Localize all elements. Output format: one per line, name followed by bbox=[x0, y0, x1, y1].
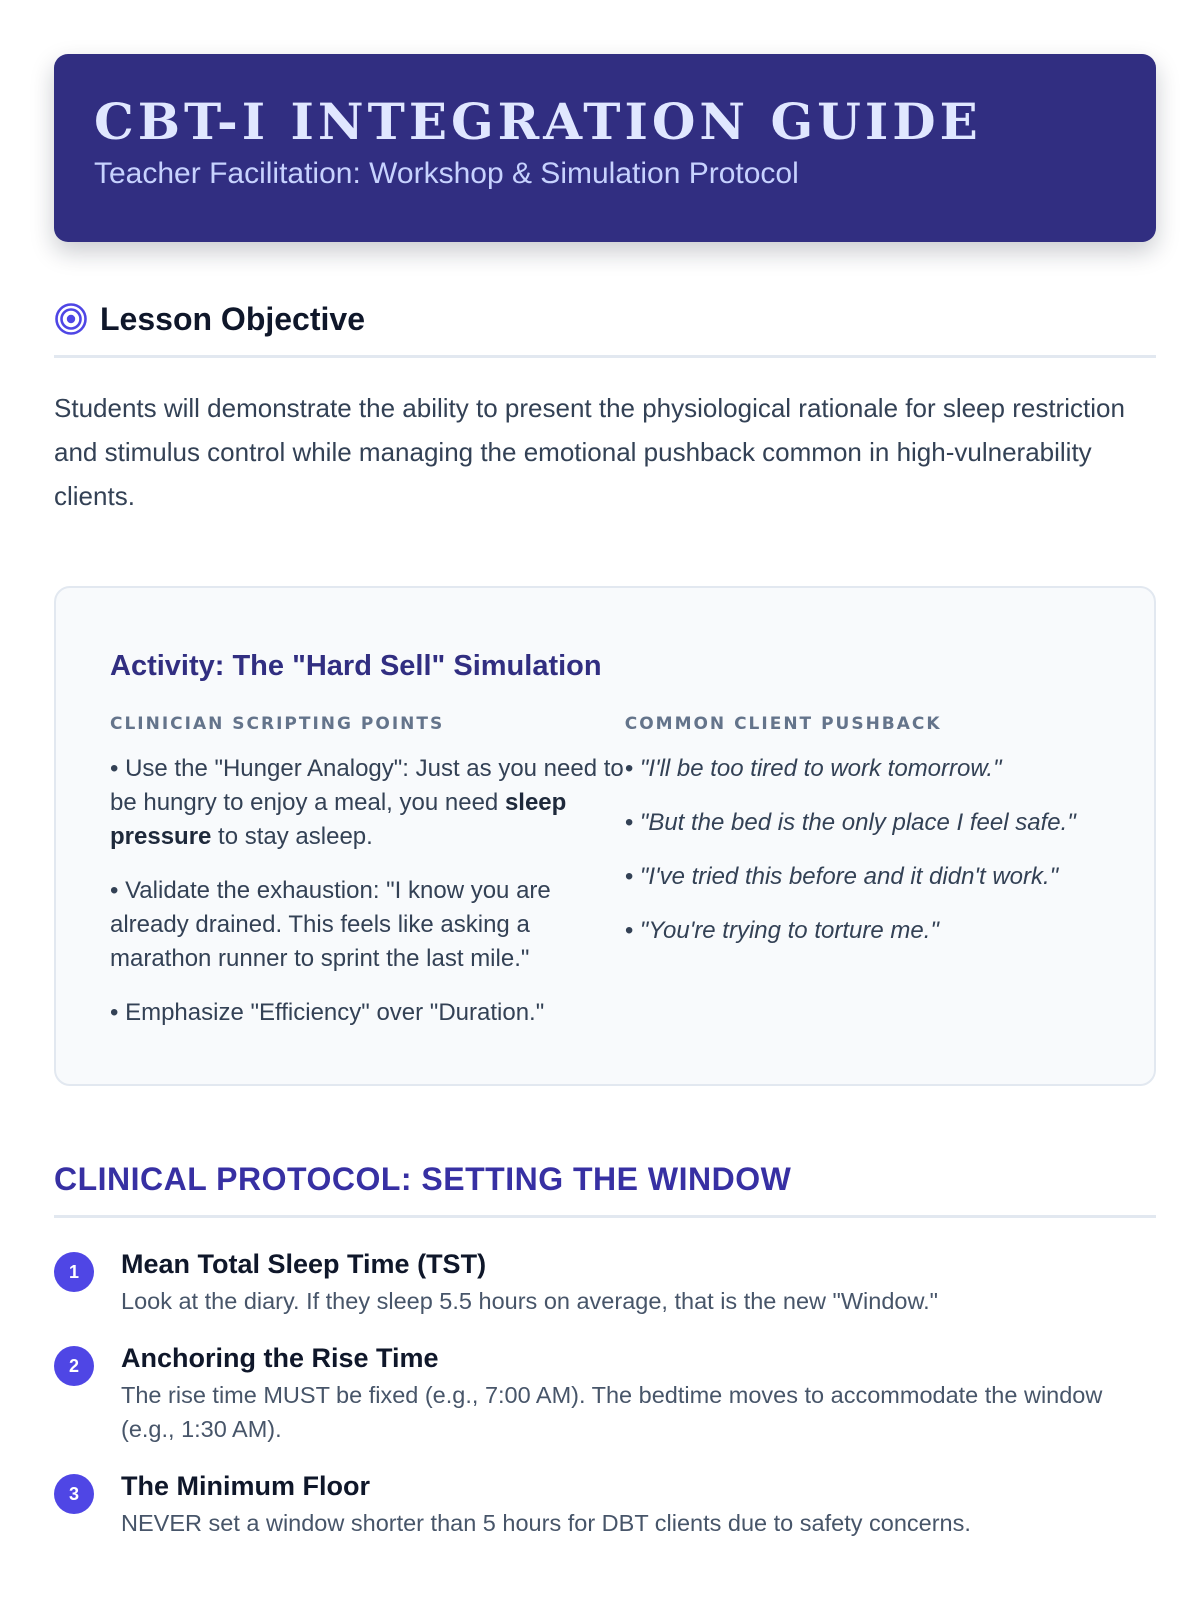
step-number-badge: 3 bbox=[54, 1474, 94, 1514]
page-title: CBT-I INTEGRATION GUIDE bbox=[94, 92, 982, 151]
scripting-heading: CLINICIAN SCRIPTING POINTS bbox=[110, 714, 445, 734]
pushback-item: • "I'll be too tired to work tomorrow." bbox=[624, 755, 1002, 782]
activity-title: Activity: The "Hard Sell" Simulation bbox=[110, 650, 602, 682]
scripting-column bbox=[110, 712, 625, 1050]
pushback-item: • "You're trying to torture me." bbox=[624, 917, 939, 944]
scripting-point: • Emphasize "Efficiency" over "Duration." bbox=[110, 999, 545, 1026]
step-title: Mean Total Sleep Time (TST) bbox=[121, 1249, 487, 1279]
step-description: Look at the diary. If they sleep 5.5 hours on average, that is the new "Window." bbox=[121, 1288, 939, 1314]
objective-title: Lesson Objective bbox=[100, 301, 365, 337]
step-description: NEVER set a window shorter than 5 hours for DBT clients due to safety concerns. bbox=[121, 1510, 971, 1536]
emphasis-text: sleep pressure bbox=[110, 789, 567, 850]
step-title: The Minimum Floor bbox=[121, 1471, 370, 1501]
target-icon bbox=[54, 302, 88, 336]
protocol-step bbox=[54, 1246, 1156, 1318]
scripting-point: • Validate the exhaustion: "I know you are already drained. This feels like asking a marathon runner to sprint the last mile." bbox=[110, 877, 551, 972]
pushback-heading: COMMON CLIENT PUSHBACK bbox=[624, 714, 942, 734]
step-title: Anchoring the Rise Time bbox=[121, 1343, 439, 1373]
protocol-step bbox=[54, 1468, 1156, 1540]
step-description: The rise time MUST be fixed (e.g., 7:00 AM). The bedtime moves to accommodate the window (e.g., 1:30 AM). bbox=[121, 1382, 1103, 1442]
protocol-title: CLINICAL PROTOCOL: SETTING THE WINDOW bbox=[54, 1161, 792, 1197]
scripting-point: • Use the "Hunger Analogy": Just as you need to be hungry to enjoy a meal, you need sleep pressure to stay asleep. bbox=[110, 755, 624, 850]
objective-text: Students will demonstrate the ability to present the physiological rationale for sleep restriction and stimulus control while managing the emotional pushback common in high-vulnerability clients. bbox=[54, 393, 1125, 511]
protocol-section-header bbox=[54, 1156, 1156, 1218]
pushback-column bbox=[625, 712, 1100, 1050]
pushback-item: • "I've tried this before and it didn't work." bbox=[624, 863, 1059, 890]
objective-section-header bbox=[54, 296, 1156, 358]
step-number-badge: 2 bbox=[54, 1346, 94, 1386]
guide-header bbox=[54, 54, 1156, 242]
activity-card bbox=[54, 586, 1156, 1086]
step-number-badge: 1 bbox=[54, 1252, 94, 1292]
pushback-item: • "But the bed is the only place I feel safe." bbox=[624, 809, 1076, 836]
page-subtitle: Teacher Facilitation: Workshop & Simulation Protocol bbox=[94, 157, 799, 190]
protocol-steps bbox=[54, 1246, 1156, 1562]
protocol-step bbox=[54, 1340, 1156, 1446]
